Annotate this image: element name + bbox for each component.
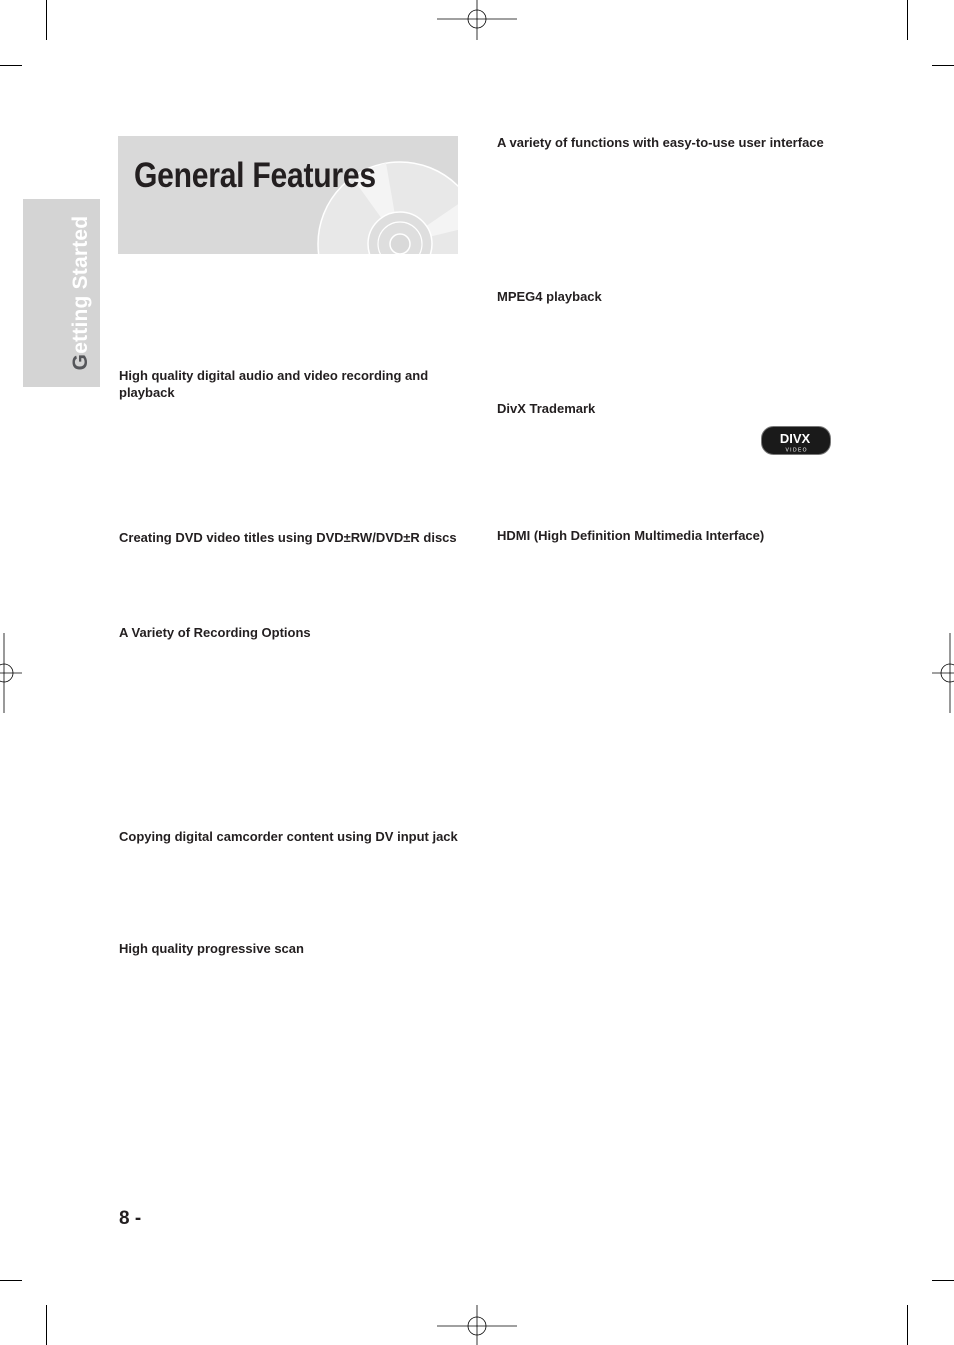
crop-mark: [46, 0, 47, 40]
feature-heading: HDMI (High Definition Multimedia Interface): [497, 528, 765, 543]
section-tab-label: [69, 216, 93, 371]
crop-mark: [0, 1280, 22, 1281]
registration-mark-icon: [932, 633, 954, 713]
registration-mark-icon: [437, 0, 517, 40]
crop-mark: [46, 1305, 47, 1345]
crop-mark: [932, 1280, 954, 1281]
feature-heading: High quality progressive scan: [119, 941, 304, 956]
feature-heading: Copying digital camcorder content using DV input jack: [119, 829, 458, 844]
page-number: 8 -: [119, 1208, 142, 1229]
title-banner: [118, 136, 458, 254]
divx-logo-icon: [761, 426, 831, 455]
feature-heading: MPEG4 playback: [497, 289, 602, 304]
divx-logo-sub: V I D E O: [785, 447, 807, 454]
page-title: General Features: [134, 156, 376, 195]
divx-logo-word: DIVX: [779, 431, 811, 446]
crop-mark: [932, 65, 954, 66]
registration-mark-icon: [0, 633, 22, 713]
crop-mark: [907, 1305, 908, 1345]
feature-heading: A variety of functions with easy-to-use user interface: [497, 135, 824, 150]
feature-heading: High quality digital audio and video recording and playback: [119, 368, 429, 400]
crop-mark: [907, 0, 908, 40]
section-tab-text: etting Started: [69, 215, 92, 354]
section-tab-initial: G: [69, 353, 92, 371]
feature-heading: Creating DVD video titles using DVD±RW/DVD±R discs: [119, 530, 457, 545]
feature-heading: A Variety of Recording Options: [119, 625, 311, 640]
registration-mark-icon: [437, 1305, 517, 1345]
crop-mark: [0, 65, 22, 66]
feature-heading: DivX Trademark: [497, 401, 596, 416]
